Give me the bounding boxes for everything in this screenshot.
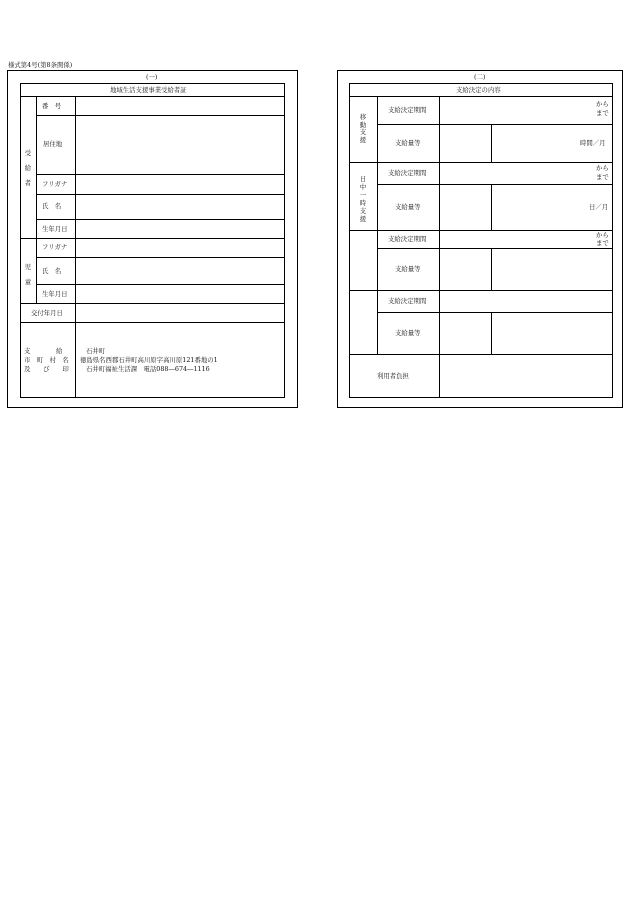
issuer-label-line2: 市 町 村 名 <box>24 356 69 364</box>
issuer-address: 徳島県名西郡石井町高川原字高川原121番地の1 <box>80 356 218 364</box>
daytime-support-label: 日中一時支援 <box>359 175 367 223</box>
amount-label-3: 支給量等 <box>395 265 421 273</box>
issue-date-label: 交付年月日 <box>31 309 63 317</box>
unit-days-month: 日／月 <box>589 203 609 211</box>
recipient-group-label: 受給者 <box>24 149 32 187</box>
issuer-label-line1: 支 給 <box>24 347 63 355</box>
furigana-label: フリガナ <box>42 180 68 188</box>
period-label-2: 支給決定期間 <box>388 169 427 177</box>
amount-label-4: 支給量等 <box>395 329 421 337</box>
child-furigana-label: フリガナ <box>42 243 68 251</box>
from-1: から <box>596 100 609 108</box>
from-3: から <box>596 231 609 239</box>
name-label: 氏 名 <box>42 202 62 210</box>
period-label-3: 支給決定期間 <box>388 235 427 243</box>
number-label: 番 号 <box>42 102 62 110</box>
left-title: 地域生活支援事業受給者証 <box>110 86 187 94</box>
birthdate-label: 生年月日 <box>42 225 68 233</box>
right-title: 支給決定の内容 <box>456 86 501 94</box>
issuer-contact: 石井町福祉生活課 電話088―674―1116 <box>86 365 210 373</box>
to-3: まで <box>596 239 609 247</box>
amount-label-1: 支給量等 <box>395 139 421 147</box>
period-label-1: 支給決定期間 <box>388 106 427 114</box>
form-id: 様式第4号(第8条関係) <box>8 61 73 69</box>
left-part-number: (一) <box>146 73 158 81</box>
right-panel <box>337 70 623 408</box>
mobility-support-label: 移動支援 <box>359 113 367 144</box>
issuer-label-line3: 及 び 印 <box>24 365 69 373</box>
child-name-label: 氏 名 <box>42 267 62 275</box>
period-label-4: 支給決定期間 <box>388 297 427 305</box>
unit-hours-month: 時間／月 <box>580 139 606 147</box>
address-label: 居住地 <box>43 140 63 148</box>
child-birthdate-label: 生年月日 <box>42 290 68 298</box>
amount-label-2: 支給量等 <box>395 203 421 211</box>
to-1: まで <box>596 109 609 117</box>
to-2: まで <box>596 173 609 181</box>
right-part-number: (二) <box>474 73 486 81</box>
issuer-name: 石井町 <box>86 347 106 355</box>
from-2: から <box>596 164 609 172</box>
child-group-label: 児童 <box>24 263 32 286</box>
user-burden-label: 利用者負担 <box>377 372 409 380</box>
